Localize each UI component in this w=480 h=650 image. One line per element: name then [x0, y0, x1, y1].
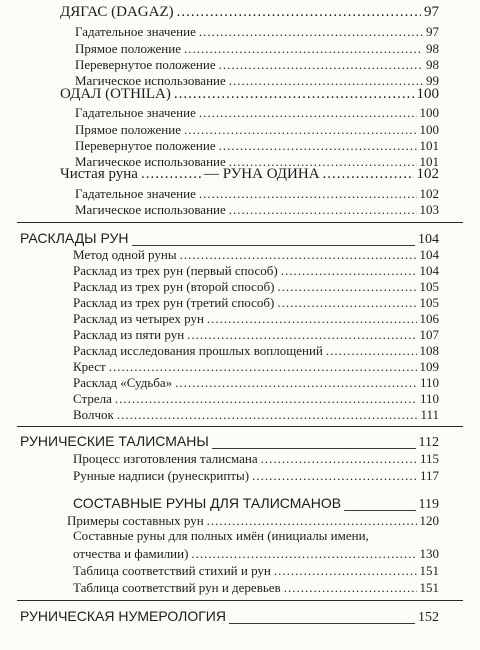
toc-section-title: СОСТАВНЫЕ РУНЫ ДЛЯ ТАЛИСМАНОВ — [73, 495, 342, 511]
toc-entry-othila — [60, 86, 439, 103]
toc-entry-page: 111 — [420, 407, 439, 422]
dot-leader — [199, 24, 423, 40]
dot-leader — [229, 202, 417, 218]
toc-entry — [73, 407, 439, 423]
toc-entry-title: Крест — [73, 359, 106, 374]
toc-entry — [75, 24, 439, 40]
dot-leader — [109, 359, 417, 375]
toc-entry-page: 98 — [426, 41, 439, 56]
toc-entry-title: Гадательное значение — [75, 24, 196, 39]
toc-entry-page: 108 — [419, 343, 439, 358]
toc-entry-wrapped-line2 — [73, 546, 439, 562]
dot-leader — [274, 563, 417, 579]
toc-entry — [73, 451, 439, 467]
toc-entry-title: Рунные надписи (рунескрипты) — [73, 468, 250, 483]
toc-entry-page: 151 — [419, 563, 439, 578]
toc-entry-page: 107 — [419, 327, 439, 342]
toc-entry — [73, 279, 439, 295]
dot-leader — [174, 86, 414, 103]
dot-leader — [229, 608, 415, 624]
toc-entry-title: Магическое использование — [75, 73, 226, 88]
toc-entry-title: Расклад из трех рун (второй способ) — [73, 279, 275, 294]
toc-entry-blank-rune — [60, 166, 439, 183]
toc-entry-title: Примеры составных рун — [67, 513, 204, 528]
dot-leader — [323, 166, 414, 183]
toc-entry — [73, 263, 439, 279]
toc-entry-page: 104 — [419, 263, 439, 278]
toc-entry-title: Магическое использование — [75, 202, 226, 217]
toc-entry-title: ДЯГАС (DAGAZ) — [60, 4, 174, 20]
toc-entry — [73, 327, 439, 343]
toc-entry-title: Расклад исследования прошлых воплощений — [73, 343, 323, 358]
section-divider — [17, 222, 463, 223]
toc-entry-title: Прямое положение — [75, 41, 181, 56]
toc-entry-page: 109 — [419, 359, 439, 374]
toc-entry-title: Расклад из трех рун (первый способ) — [73, 263, 278, 278]
dot-leader — [284, 580, 417, 596]
toc-entry-page: 110 — [419, 391, 439, 406]
dot-leader — [199, 105, 417, 121]
toc-entry-page: 102 — [416, 166, 439, 182]
dot-leader — [184, 41, 423, 57]
dot-leader — [191, 546, 416, 562]
dot-leader — [141, 166, 201, 183]
dot-leader — [132, 230, 416, 246]
toc-entry-title: Перевернутое положение — [75, 138, 216, 153]
toc-entry-title: Метод одной руны — [73, 247, 177, 262]
dot-leader — [277, 295, 416, 311]
dot-leader — [219, 57, 423, 73]
toc-entry-page: 99 — [426, 73, 439, 88]
dot-leader — [281, 263, 417, 279]
toc-entry-title: Процесс изготовления талисмана — [73, 451, 258, 466]
toc-entry-page: 100 — [419, 122, 439, 137]
toc-entry — [73, 563, 439, 579]
toc-entry — [75, 105, 439, 121]
dot-leader — [212, 433, 416, 449]
dot-leader — [184, 122, 417, 138]
toc-section-talismans — [20, 433, 439, 451]
toc-entry-title: Расклад из четырех рун — [73, 311, 204, 326]
toc-section-page: 119 — [418, 497, 439, 512]
toc-entry — [75, 122, 439, 138]
toc-entry-page: 100 — [416, 86, 439, 102]
toc-entry-title-b: — РУНА ОДИНА — [203, 166, 320, 182]
toc-entry-title: Прямое положение — [75, 122, 181, 137]
toc-entry-page: 117 — [419, 468, 439, 483]
dot-leader — [187, 327, 416, 343]
toc-entry-title: Стрела — [73, 391, 112, 406]
toc-entry-title: Гадательное значение — [75, 105, 196, 120]
toc-section-title: РУНИЧЕСКАЯ НУМЕРОЛОГИЯ — [20, 608, 226, 624]
toc-section-page: 104 — [418, 232, 439, 247]
toc-entry-page: 110 — [419, 375, 439, 390]
toc-entry-title: Магическое использование — [75, 154, 226, 169]
dot-leader — [326, 343, 417, 359]
toc-entry-title: отчества и фамилии) — [73, 546, 189, 561]
toc-entry-page: 105 — [419, 295, 439, 310]
toc-entry-page: 97 — [424, 4, 439, 20]
toc-entry-page: 115 — [419, 451, 439, 466]
toc-entry-title: Перевернутое положение — [75, 57, 216, 72]
toc-entry-title: Таблица соответствий рун и деревьев — [73, 580, 281, 595]
toc-entry-title: Таблица соответствий стихий и рун — [73, 563, 271, 578]
toc-entry-page: 104 — [419, 247, 439, 262]
toc-section-composite-runes — [73, 495, 439, 513]
toc-entry-title: Волчок — [73, 407, 114, 422]
dot-leader — [177, 4, 421, 21]
toc-entry-title: ОДАЛ (OTHILA) — [60, 86, 171, 102]
toc-entry — [73, 391, 439, 407]
toc-entry-title: Гадательное значение — [75, 186, 196, 201]
toc-entry — [73, 295, 439, 311]
toc-entry — [73, 311, 439, 327]
toc-entry — [75, 41, 439, 57]
toc-entry — [73, 580, 439, 596]
toc-entry-page: 101 — [419, 138, 439, 153]
toc-entry-page: 120 — [419, 513, 439, 528]
toc-entry — [75, 138, 439, 154]
dot-leader — [199, 186, 417, 202]
dot-leader — [115, 391, 417, 407]
dot-leader — [117, 407, 418, 423]
toc-entry-title-a: Чистая руна — [60, 166, 138, 182]
dot-leader — [180, 247, 417, 263]
toc-entry-page: 100 — [419, 105, 439, 120]
toc-entry-title: Расклад из трех рун (третий способ) — [73, 295, 275, 310]
dot-leader — [175, 375, 417, 391]
toc-entry-dagaz — [60, 4, 439, 21]
toc-entry-page: 105 — [419, 279, 439, 294]
toc-entry-title: Расклад «Судьба» — [73, 375, 173, 390]
toc-entry-page: 106 — [419, 311, 439, 326]
toc-entry — [75, 202, 439, 218]
dot-leader — [261, 451, 417, 467]
toc-entry-page: 130 — [419, 546, 439, 561]
dot-leader — [207, 311, 417, 327]
toc-entry — [73, 468, 439, 484]
toc-entry — [75, 57, 439, 73]
toc-entry — [73, 343, 439, 359]
toc-section-layouts — [20, 230, 439, 248]
toc-section-title: РУНИЧЕСКИЕ ТАЛИСМАНЫ — [20, 433, 209, 449]
toc-entry — [75, 186, 439, 202]
toc-entry-title: Расклад из пяти рун — [73, 327, 185, 342]
section-divider — [17, 600, 463, 601]
toc-entry-page: 98 — [426, 57, 439, 72]
toc-entry — [73, 359, 439, 375]
toc-entry-page: 151 — [419, 580, 439, 595]
toc-entry-page: 102 — [419, 186, 439, 201]
toc-entry-title: Составные руны для полных имён (инициалы имени, — [73, 528, 369, 543]
toc-entry — [73, 375, 439, 391]
toc-section-numerology — [20, 608, 439, 626]
dot-leader — [344, 495, 415, 511]
toc-section-page: 152 — [418, 610, 439, 625]
dot-leader — [219, 138, 417, 154]
section-divider — [17, 426, 463, 427]
toc-entry — [73, 247, 439, 263]
toc-entry-wrapped-line1 — [73, 527, 443, 545]
toc-section-page: 112 — [418, 435, 439, 450]
toc-entry-page: 97 — [426, 24, 439, 39]
dot-leader — [277, 279, 416, 295]
toc-entry-page: 103 — [419, 202, 439, 217]
toc-entry-page: 101 — [419, 154, 439, 169]
toc-section-title: РАСКЛАДЫ РУН — [20, 230, 129, 246]
dot-leader — [252, 468, 417, 484]
